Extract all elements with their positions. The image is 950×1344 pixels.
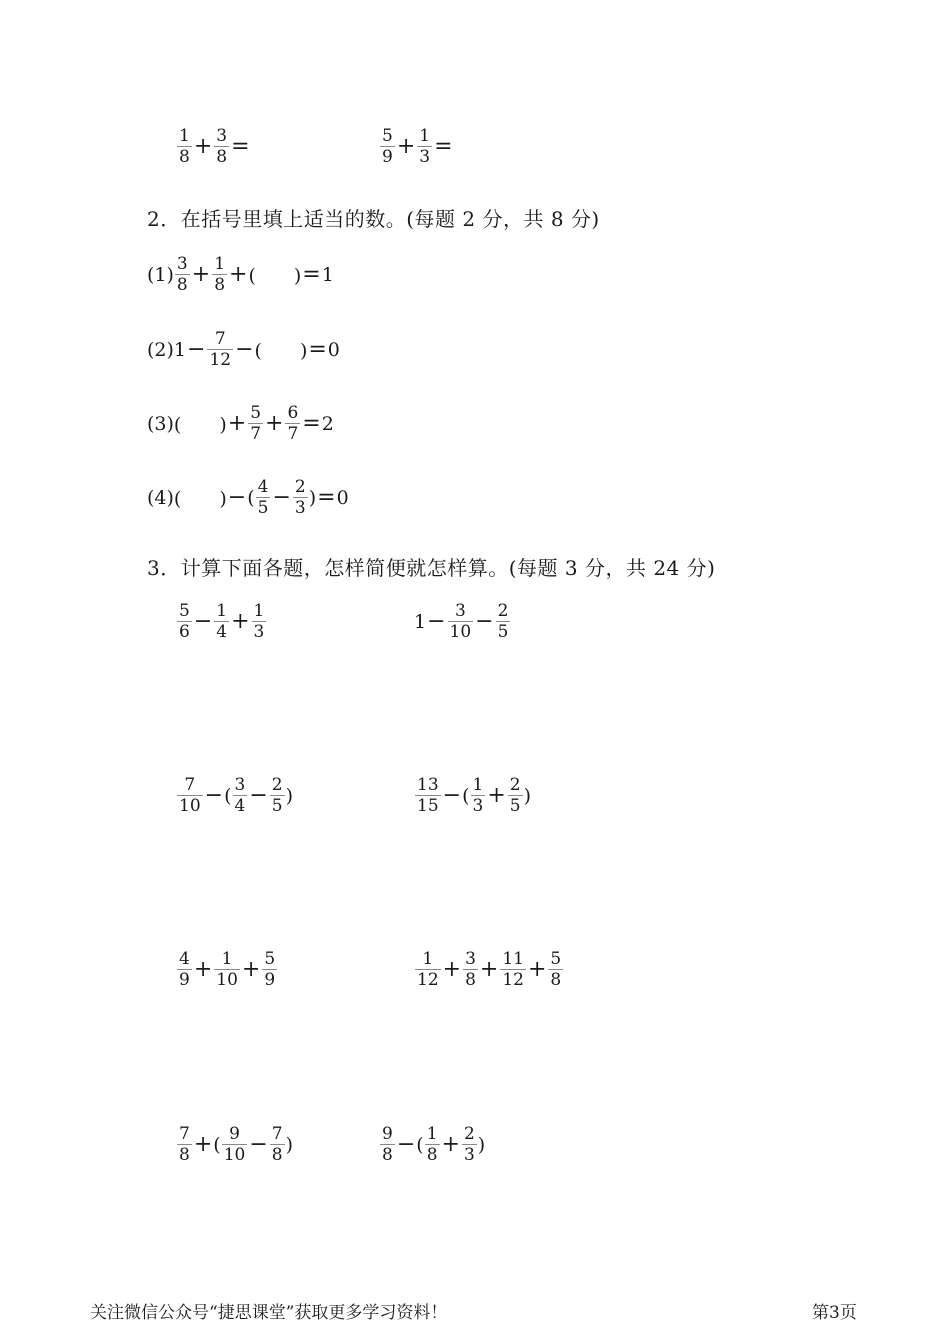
intro-expr-1 bbox=[176, 126, 251, 167]
q3-problem-5 bbox=[176, 949, 278, 990]
fraction bbox=[508, 775, 523, 816]
fraction bbox=[548, 949, 563, 990]
operator: + bbox=[241, 957, 261, 982]
fraction bbox=[293, 477, 308, 518]
fraction bbox=[415, 949, 441, 990]
operator: + bbox=[442, 957, 462, 982]
fraction bbox=[212, 254, 227, 295]
numerator: 7 bbox=[271, 1124, 283, 1144]
expr-text: ) bbox=[285, 1133, 294, 1156]
fraction bbox=[177, 601, 192, 642]
expr-text: (2) bbox=[147, 338, 174, 361]
fraction bbox=[177, 775, 203, 816]
numerator: 3 bbox=[465, 949, 476, 969]
expr-text: 1 bbox=[414, 610, 427, 633]
numerator: 9 bbox=[382, 1124, 393, 1144]
operator: − bbox=[187, 337, 206, 362]
operator: + bbox=[193, 1132, 213, 1157]
numerator: 2 bbox=[271, 775, 283, 795]
operator: − bbox=[396, 1132, 416, 1157]
q2-item-4 bbox=[147, 477, 349, 518]
numerator: 5 bbox=[550, 949, 562, 969]
denominator: 12 bbox=[502, 970, 524, 990]
fraction bbox=[214, 601, 229, 642]
operator: − bbox=[442, 783, 462, 808]
fraction bbox=[175, 254, 190, 295]
denominator: 5 bbox=[497, 622, 509, 642]
denominator: 9 bbox=[264, 970, 276, 990]
denominator: 3 bbox=[463, 1145, 475, 1165]
fraction bbox=[285, 403, 300, 444]
numerator: 5 bbox=[179, 601, 190, 621]
operator: = bbox=[308, 337, 327, 362]
fraction bbox=[448, 601, 474, 642]
denominator: 6 bbox=[179, 622, 190, 642]
numerator: 1 bbox=[179, 126, 190, 146]
expr-text: ) bbox=[523, 784, 532, 807]
fraction bbox=[380, 1124, 395, 1165]
operator: − bbox=[427, 609, 446, 634]
fraction bbox=[415, 775, 441, 816]
numerator: 1 bbox=[472, 775, 484, 795]
expr-text: ( bbox=[247, 486, 255, 509]
expr-text: ( ) bbox=[254, 340, 308, 362]
expr-text: ( bbox=[416, 1133, 424, 1156]
operator: = bbox=[302, 262, 321, 287]
numerator: 3 bbox=[176, 254, 188, 274]
numerator: 3 bbox=[454, 601, 466, 621]
expr-text: 2 bbox=[321, 412, 334, 435]
denominator: 8 bbox=[176, 275, 188, 295]
expr-text: ) bbox=[308, 486, 317, 509]
denominator: 4 bbox=[216, 622, 228, 642]
expr-text: 1 bbox=[173, 338, 187, 361]
operator: = bbox=[434, 134, 453, 159]
numerator: 5 bbox=[250, 403, 262, 423]
q3-problem-8 bbox=[379, 1124, 485, 1165]
operator: + bbox=[227, 411, 247, 436]
numerator: 3 bbox=[216, 126, 228, 146]
fraction bbox=[256, 477, 271, 518]
operator: + bbox=[191, 262, 211, 287]
numerator: 1 bbox=[419, 126, 431, 146]
expr-text: (1) bbox=[147, 263, 174, 286]
denominator: 8 bbox=[550, 970, 562, 990]
operator: − bbox=[475, 609, 494, 634]
numerator: 3 bbox=[234, 775, 246, 795]
operator: − bbox=[249, 1132, 268, 1157]
denominator: 8 bbox=[216, 147, 228, 167]
operator: − bbox=[249, 783, 268, 808]
numerator: 9 bbox=[229, 1124, 240, 1144]
denominator: 10 bbox=[216, 970, 238, 990]
denominator: 7 bbox=[287, 424, 299, 444]
denominator: 10 bbox=[449, 622, 472, 642]
expr-text: (3) bbox=[147, 412, 174, 435]
operator: + bbox=[479, 957, 499, 982]
operator: + bbox=[527, 957, 547, 982]
denominator: 10 bbox=[223, 1145, 246, 1165]
fraction bbox=[262, 949, 277, 990]
expr-text: 0 bbox=[327, 338, 340, 361]
fraction bbox=[177, 949, 192, 990]
denominator: 5 bbox=[257, 498, 269, 518]
expr-text: ( bbox=[213, 1133, 221, 1156]
numerator: 2 bbox=[463, 1124, 475, 1144]
numerator: 2 bbox=[509, 775, 521, 795]
numerator: 5 bbox=[264, 949, 276, 969]
q3-problem-4 bbox=[414, 775, 531, 816]
numerator: 1 bbox=[253, 601, 265, 621]
operator: − bbox=[227, 485, 247, 510]
expr-text: ( bbox=[224, 784, 232, 807]
fraction bbox=[222, 1124, 248, 1165]
denominator: 8 bbox=[214, 275, 226, 295]
numerator: 11 bbox=[502, 949, 524, 969]
numerator: 4 bbox=[257, 477, 269, 497]
expr-text: (4) bbox=[147, 486, 174, 509]
fraction bbox=[463, 949, 478, 990]
numerator: 7 bbox=[184, 775, 196, 795]
numerator: 1 bbox=[221, 949, 233, 969]
fraction bbox=[496, 601, 511, 642]
denominator: 9 bbox=[179, 970, 190, 990]
fraction bbox=[214, 126, 229, 167]
numerator: 7 bbox=[214, 329, 226, 349]
numerator: 1 bbox=[216, 601, 228, 621]
fraction bbox=[417, 126, 432, 167]
fraction bbox=[380, 126, 395, 167]
fraction bbox=[233, 775, 248, 816]
fraction bbox=[270, 775, 285, 816]
operator: − bbox=[204, 783, 224, 808]
expr-text: ( ) bbox=[173, 414, 227, 436]
denominator: 10 bbox=[179, 796, 201, 816]
fraction bbox=[270, 1124, 285, 1165]
operator: − bbox=[235, 337, 254, 362]
denominator: 7 bbox=[250, 424, 262, 444]
footer-promo: 关注微信公众号“捷思课堂”获取更多学习资料！ bbox=[90, 1303, 448, 1323]
q3-problem-7 bbox=[176, 1124, 293, 1165]
numerator: 5 bbox=[382, 126, 393, 146]
intro-expr-2 bbox=[379, 126, 454, 167]
numerator: 1 bbox=[426, 1124, 438, 1144]
fraction bbox=[214, 949, 240, 990]
operator: − bbox=[193, 609, 213, 634]
denominator: 3 bbox=[253, 622, 265, 642]
fraction bbox=[462, 1124, 477, 1165]
fraction bbox=[207, 329, 233, 370]
fraction bbox=[252, 601, 267, 642]
denominator: 12 bbox=[417, 970, 439, 990]
denominator: 8 bbox=[179, 1145, 190, 1165]
operator: = bbox=[302, 411, 321, 436]
operator: + bbox=[193, 957, 213, 982]
operator: = bbox=[231, 134, 250, 159]
numerator: 13 bbox=[417, 775, 439, 795]
expr-text: ) bbox=[285, 784, 294, 807]
denominator: 3 bbox=[419, 147, 431, 167]
operator: + bbox=[487, 783, 506, 808]
fraction bbox=[500, 949, 526, 990]
operator: + bbox=[265, 411, 284, 436]
expr-text: ) bbox=[477, 1133, 486, 1156]
numerator: 7 bbox=[179, 1124, 190, 1144]
fraction bbox=[177, 126, 192, 167]
operator: + bbox=[229, 262, 248, 287]
q3-problem-2 bbox=[414, 601, 511, 642]
q3-problem-1 bbox=[176, 601, 267, 642]
numerator: 2 bbox=[294, 477, 306, 497]
denominator: 8 bbox=[465, 970, 476, 990]
expr-text: ( ) bbox=[248, 265, 302, 287]
operator: + bbox=[231, 609, 250, 634]
denominator: 3 bbox=[294, 498, 306, 518]
q2-item-3 bbox=[147, 403, 334, 444]
operator: + bbox=[441, 1132, 460, 1157]
numerator: 1 bbox=[422, 949, 434, 969]
denominator: 8 bbox=[382, 1145, 393, 1165]
q3-problem-6 bbox=[414, 949, 564, 990]
expr-text: ( bbox=[462, 784, 470, 807]
denominator: 8 bbox=[426, 1145, 438, 1165]
numerator: 2 bbox=[497, 601, 509, 621]
operator: + bbox=[193, 134, 213, 159]
q3-problem-3 bbox=[176, 775, 293, 816]
fraction bbox=[177, 1124, 192, 1165]
denominator: 8 bbox=[179, 147, 190, 167]
q3-title: 3．计算下面各题，怎样简便就怎样算。(每题 3 分，共 24 分) bbox=[147, 556, 716, 580]
expr-text: 0 bbox=[336, 486, 349, 509]
q2-item-2 bbox=[147, 329, 340, 370]
denominator: 12 bbox=[209, 350, 232, 370]
denominator: 15 bbox=[417, 796, 439, 816]
numerator: 1 bbox=[214, 254, 226, 274]
q2-title: 2．在括号里填上适当的数。(每题 2 分，共 8 分) bbox=[147, 207, 600, 231]
numerator: 4 bbox=[179, 949, 190, 969]
fraction bbox=[471, 775, 486, 816]
expr-text: ( ) bbox=[173, 488, 227, 510]
fraction bbox=[425, 1124, 440, 1165]
fraction bbox=[248, 403, 263, 444]
operator: − bbox=[272, 485, 291, 510]
expr-text: 1 bbox=[321, 263, 334, 286]
q2-item-1 bbox=[147, 254, 334, 295]
denominator: 3 bbox=[472, 796, 484, 816]
denominator: 9 bbox=[382, 147, 393, 167]
denominator: 4 bbox=[234, 796, 246, 816]
denominator: 5 bbox=[509, 796, 521, 816]
operator: = bbox=[317, 485, 336, 510]
numerator: 6 bbox=[287, 403, 299, 423]
denominator: 5 bbox=[271, 796, 283, 816]
denominator: 8 bbox=[271, 1145, 283, 1165]
page-number: 第3页 bbox=[812, 1303, 857, 1323]
operator: + bbox=[396, 134, 416, 159]
